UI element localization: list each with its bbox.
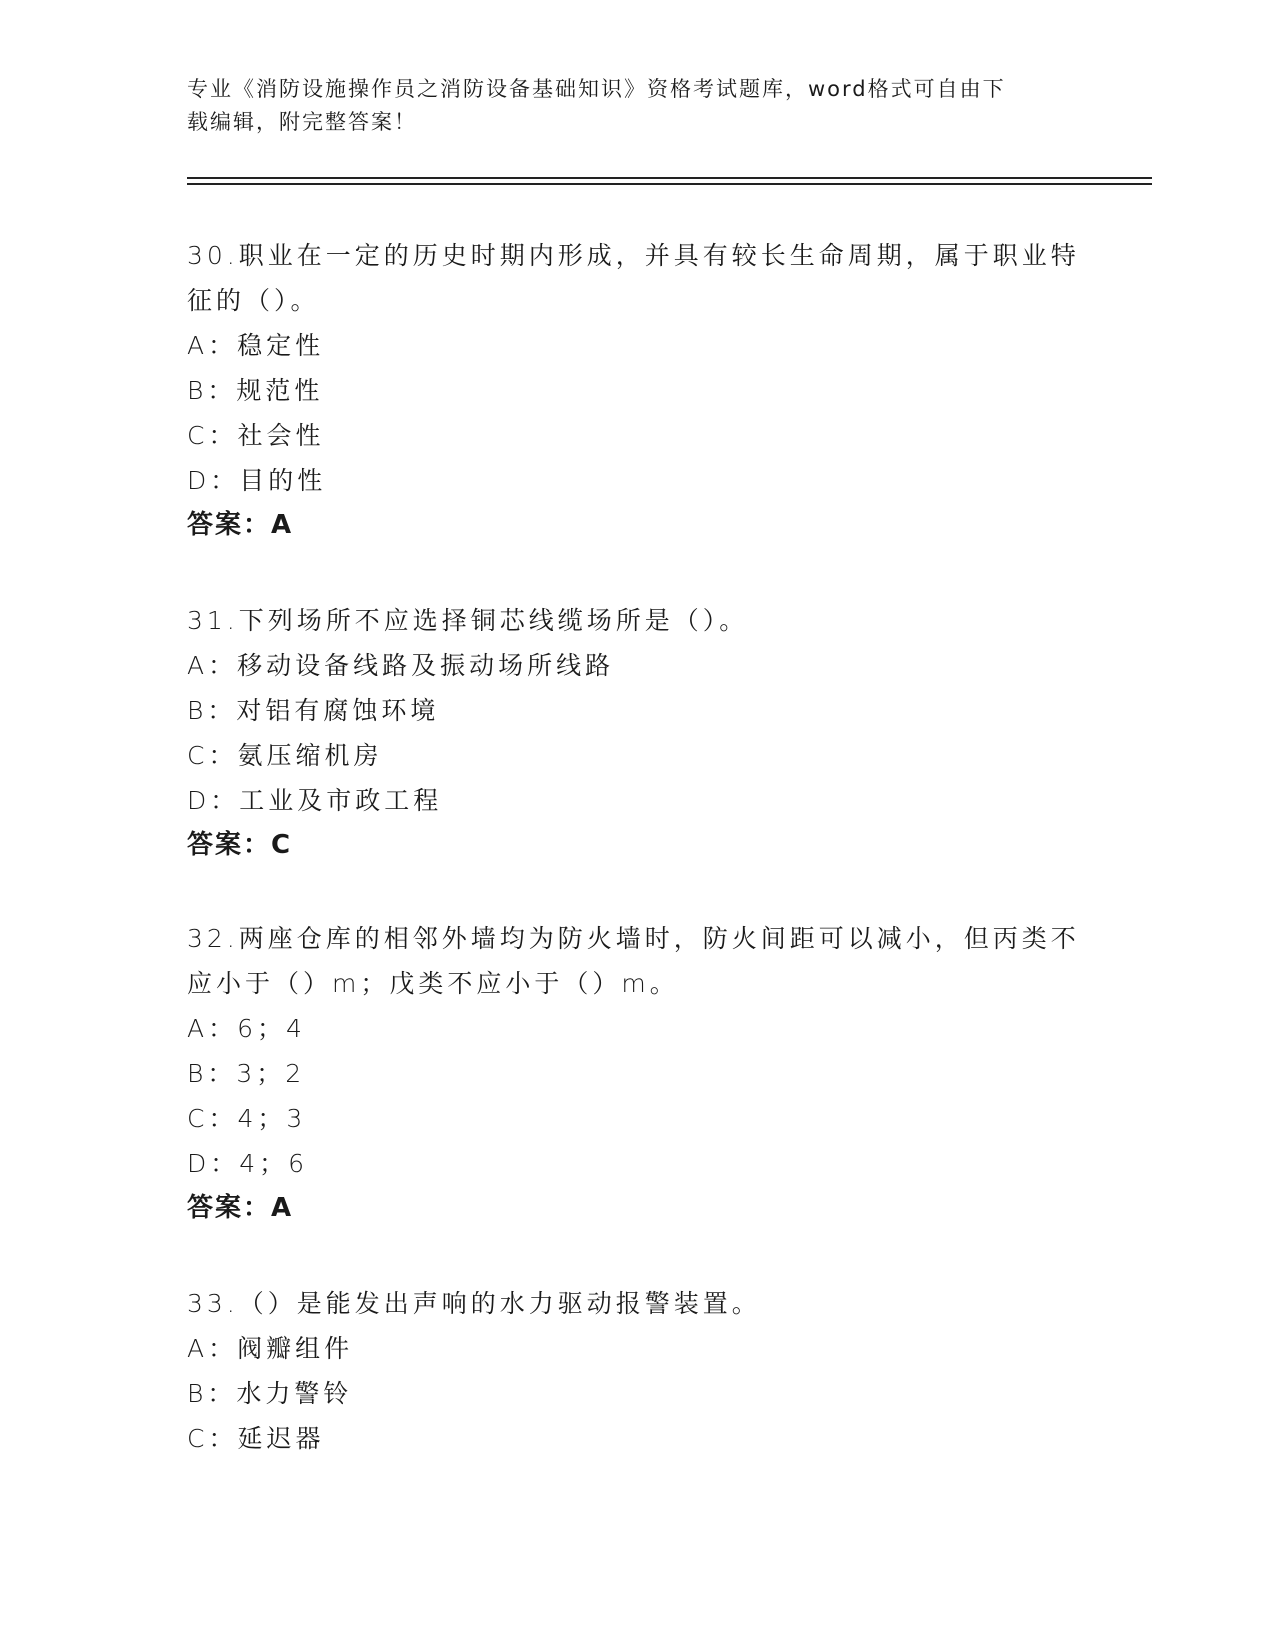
question-33 <box>187 1281 1087 1461</box>
option-c: C：社会性 <box>187 421 325 450</box>
option-d: D：目的性 <box>187 466 327 495</box>
question-stem: 32.两座仓库的相邻外墙均为防火墙时，防火间距可以减小，但丙类不 应小于（）m；戊类不应小于（）m。 <box>187 924 1080 998</box>
option-c: C：延迟器 <box>187 1424 325 1453</box>
option-c: C：氨压缩机房 <box>187 741 383 770</box>
option-d: D：4；6 <box>187 1149 309 1178</box>
option-b: B：规范性 <box>187 376 324 405</box>
answer-label: 答案：A <box>187 1193 294 1223</box>
question-32 <box>187 916 1087 1231</box>
option-c: C：4；3 <box>187 1104 307 1133</box>
header-divider-top <box>187 177 1152 179</box>
option-a: A：稳定性 <box>187 331 325 360</box>
document-header: 专业《消防设施操作员之消防设备基础知识》资格考试题库，word格式可自由下 载编辑，附完整答案！ <box>187 77 1006 134</box>
option-b: B：对铝有腐蚀环境 <box>187 696 440 725</box>
header-divider-bottom <box>187 183 1152 185</box>
option-a: A：移动设备线路及振动场所线路 <box>187 651 615 680</box>
question-30 <box>187 233 1087 548</box>
answer-label: 答案：C <box>187 830 293 860</box>
question-31 <box>187 598 1087 868</box>
option-a: A：6；4 <box>187 1014 306 1043</box>
question-stem: 33.（）是能发出声响的水力驱动报警装置。 <box>187 1289 761 1318</box>
answer-label: 答案：A <box>187 510 294 540</box>
option-d: D：工业及市政工程 <box>187 786 443 815</box>
option-b: B：3；2 <box>187 1059 306 1088</box>
question-stem: 31.下列场所不应选择铜芯线缆场所是（）。 <box>187 606 749 635</box>
question-stem: 30.职业在一定的历史时期内形成，并具有较长生命周期，属于职业特 征的（）。 <box>187 241 1080 315</box>
option-a: A：阀瓣组件 <box>187 1334 354 1363</box>
option-b: B：水力警铃 <box>187 1379 353 1408</box>
